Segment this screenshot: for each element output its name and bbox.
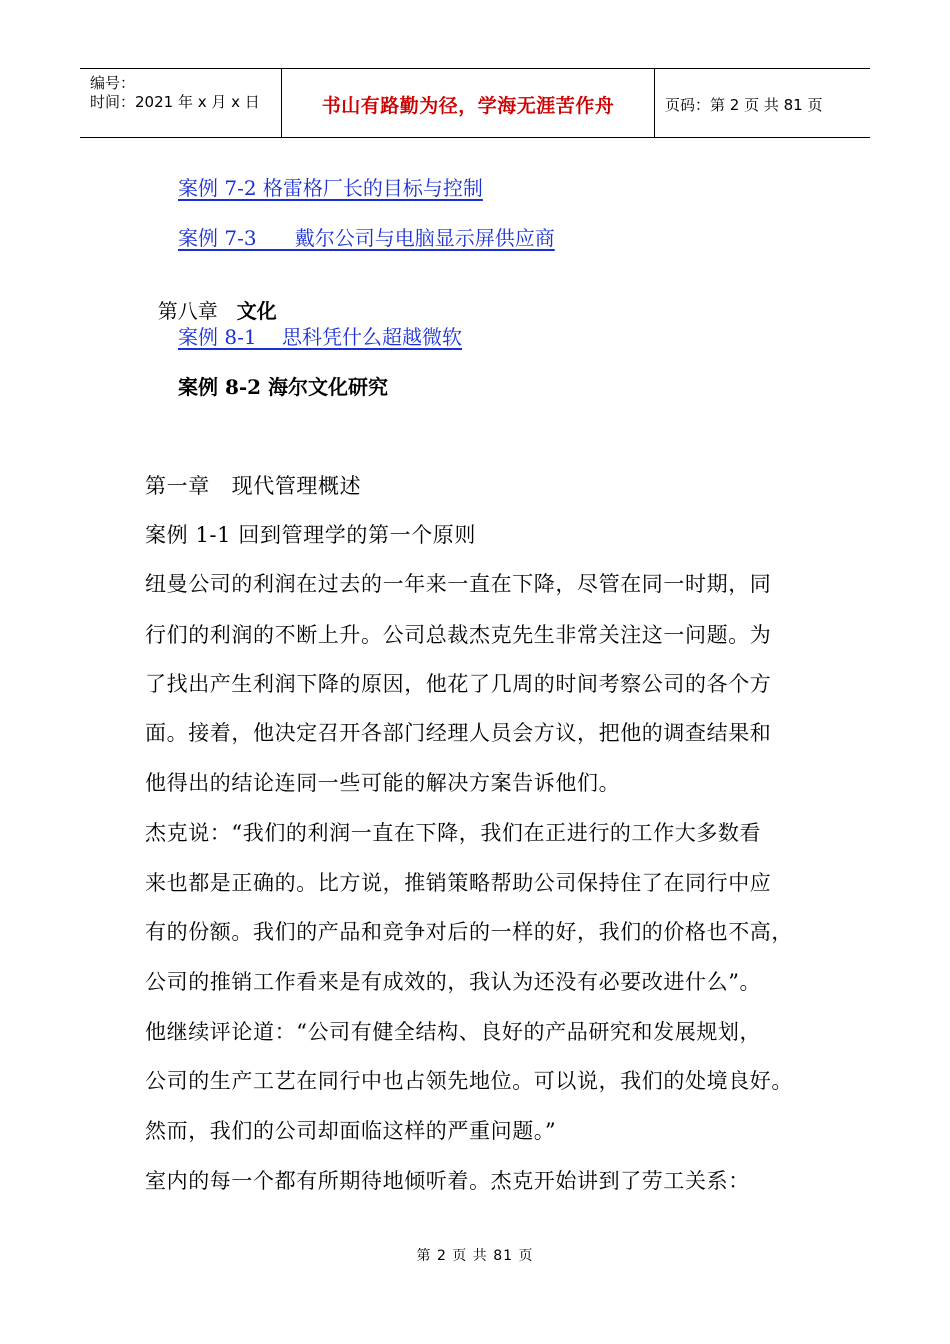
document-header xyxy=(80,68,870,138)
body-line: 有的份额。我们的产品和竞争对后的一样的好，我们的价格也不高， xyxy=(145,920,793,944)
toc-link-case-8-1[interactable]: 案例 8-1 思科凭什么超越微软 xyxy=(178,325,462,349)
document-time: 时间：2021 年 x 月 x 日 xyxy=(90,93,260,111)
header-motto: 书山有路勤为径，学海无涯苦作舟 xyxy=(321,95,615,117)
body-line: 面。接着，他决定召开各部门经理人员会方议，把他的调查结果和 xyxy=(145,721,772,745)
body-line: 来也都是正确的。比方说，推销策略帮助公司保持住了在同行中应 xyxy=(145,871,772,895)
page-footer: 第 2 页 共 81 页 xyxy=(416,1248,534,1264)
body-line: 他继续评论道：“公司有健全结构、良好的产品研究和发展规划， xyxy=(145,1020,762,1044)
header-meta-cell xyxy=(80,69,280,137)
toc-chapter-8-prefix: 第八章 xyxy=(157,299,237,323)
chapter-heading: 第一章 现代管理概述 xyxy=(145,474,362,498)
body-line: 公司的推销工作看来是有成效的，我认为还没有必要改进什么”。 xyxy=(145,970,762,994)
body-line: 行们的利润的不断上升。公司总裁杰克先生非常关注这一问题。为 xyxy=(145,623,772,647)
body-line: 公司的生产工艺在同行中也占领先地位。可以说，我们的处境良好。 xyxy=(145,1069,793,1093)
header-page-cell xyxy=(655,69,870,137)
body-line: 纽曼公司的利润在过去的一年来一直在下降，尽管在同一时期，同 xyxy=(145,572,772,596)
toc-link-case-7-2[interactable]: 案例 7-2 格雷格厂长的目标与控制 xyxy=(178,176,483,200)
body-line: 然而，我们的公司却面临这样的严重问题。” xyxy=(145,1119,557,1143)
header-motto-cell xyxy=(281,69,655,137)
body-line: 了找出产生利润下降的原因，他花了几周的时间考察公司的各个方 xyxy=(145,672,772,696)
body-line: 室内的每一个都有所期待地倾听着。杰克开始讲到了劳工关系： xyxy=(145,1169,750,1193)
case-heading: 案例 1-1 回到管理学的第一个原则 xyxy=(145,523,476,547)
toc-chapter-8 xyxy=(145,271,277,324)
toc-case-8-2: 案例 8-2 海尔文化研究 xyxy=(178,375,389,399)
header-page-info: 页码：第 2 页 共 81 页 xyxy=(665,96,823,114)
toc-link-case-7-3[interactable]: 案例 7-3 戴尔公司与电脑显示屏供应商 xyxy=(178,226,555,250)
body-line: 他得出的结论连同一些可能的解决方案告诉他们。 xyxy=(145,771,621,795)
document-number-label: 编号： xyxy=(90,74,136,92)
toc-chapter-8-title: 文化 xyxy=(236,299,277,323)
body-line: 杰克说：“我们的利润一直在下降，我们在正进行的工作大多数看 xyxy=(145,821,762,845)
